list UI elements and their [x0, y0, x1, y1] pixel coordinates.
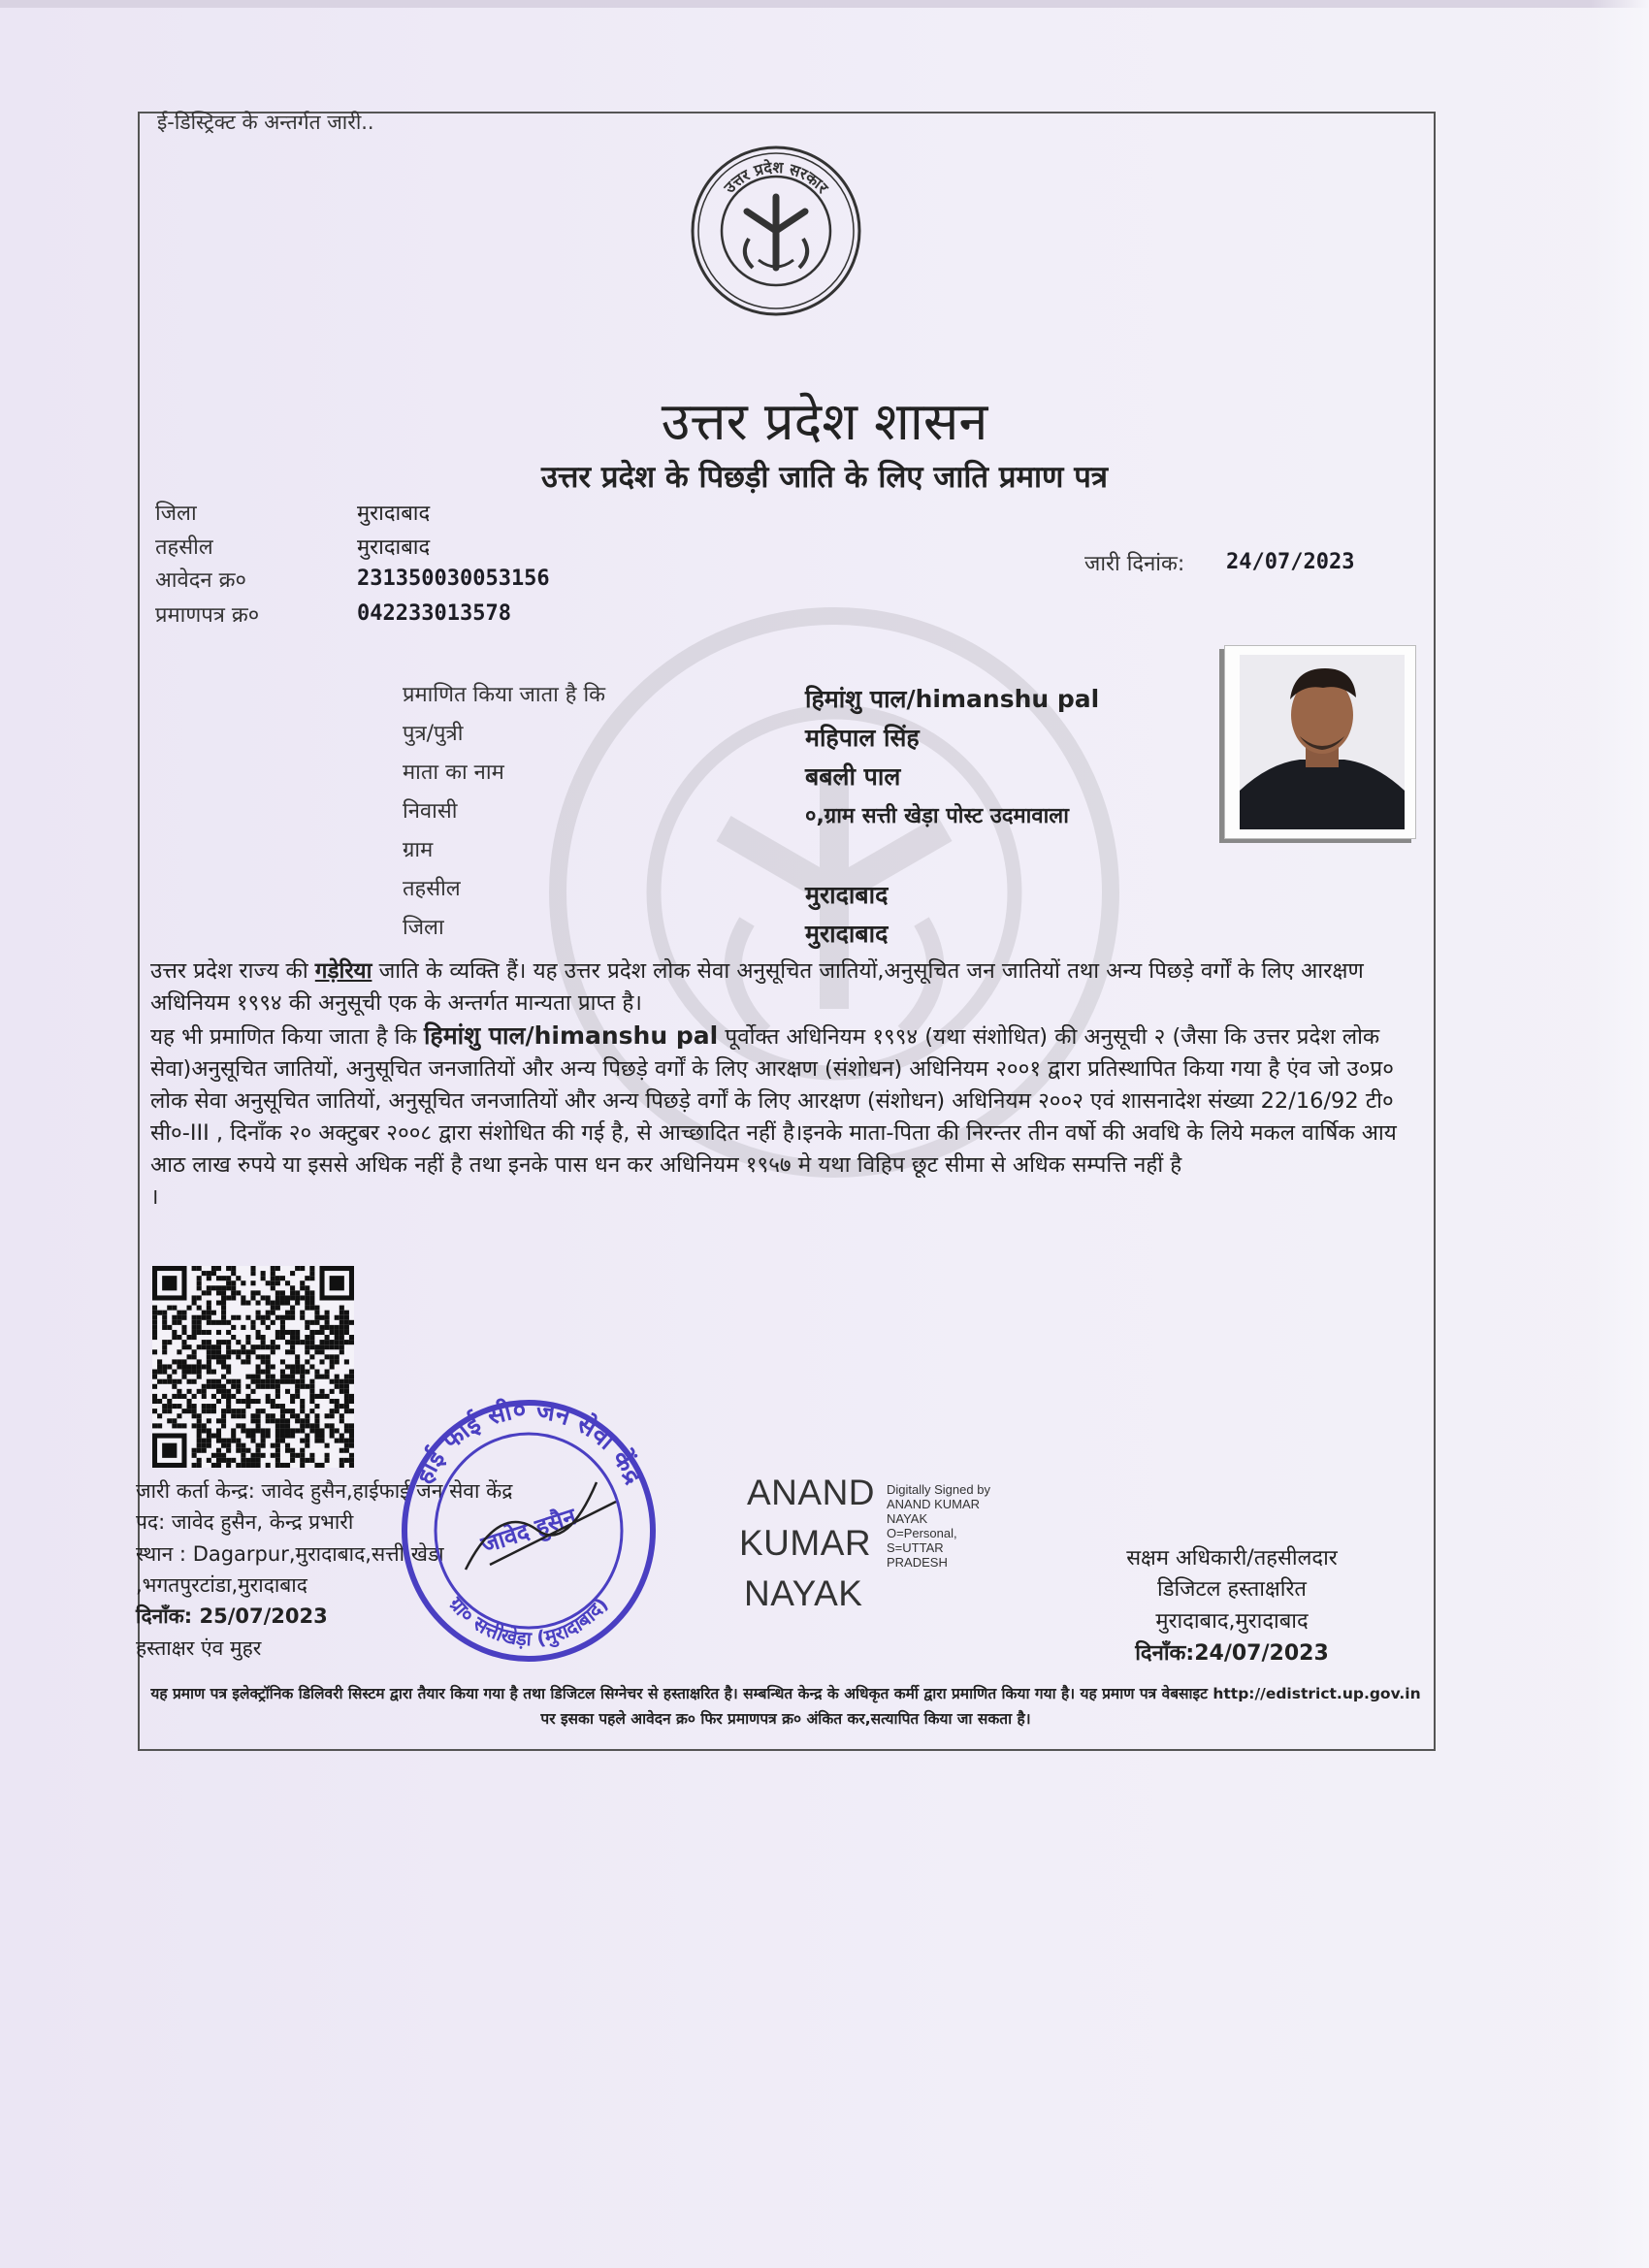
- application-no-label: आवेदन क्र०: [155, 568, 246, 593]
- authority-date: दिनाँक:24/07/2023: [1135, 1641, 1329, 1666]
- center-rubber-stamp: [373, 1385, 684, 1676]
- authority-title: सक्षम अधिकारी/तहसीलदार: [1126, 1546, 1338, 1571]
- up-government-emblem: [689, 144, 863, 318]
- stamp-center-text: जावेद हुसैन: [477, 1503, 580, 1559]
- dsig-line: S=UTTAR: [887, 1540, 944, 1555]
- income-text-start: यह भी प्रमाणित किया जाता है कि: [150, 1024, 424, 1050]
- digital-signer-name-2: KUMAR: [739, 1523, 872, 1563]
- residence: ०,ग्राम सत्ती खेड़ा पोस्ट उदमावाला: [805, 804, 1069, 828]
- digital-signer-name-3: NAYAK: [744, 1573, 863, 1613]
- emblem-arc-text: उत्तर प्रदेश सरकार: [720, 157, 832, 197]
- scan-right-edge: [1591, 0, 1649, 2268]
- svg-text:हाई फाई सी० जन सेवा केंद्र: [408, 1396, 649, 1490]
- issuer-place: स्थान : Dagarpur,मुरादाबाद,सत्ती खेडा: [136, 1542, 444, 1566]
- digital-signer-name-1: ANAND: [747, 1473, 876, 1512]
- caste-name: गड़ेरिया: [314, 958, 372, 984]
- paragraph-end-mark: ।: [150, 1184, 159, 1210]
- caste-text-start: उत्तर प्रदेश राज्य की: [150, 958, 315, 984]
- issuer-designation: पद: जावेद हुसैन, केन्द्र प्रभारी: [136, 1510, 354, 1534]
- village-label: ग्राम: [403, 838, 434, 862]
- dsig-line: ANAND KUMAR: [887, 1497, 981, 1511]
- certificate-title: उत्तर प्रदेश के पिछड़ी जाति के लिए जाति प्रमाण पत्र: [541, 460, 1108, 495]
- stamp-bottom-text: ग्रा० सत्तीखेड़ा (मुरादाबाद): [444, 1592, 613, 1651]
- resident-label: निवासी: [403, 799, 458, 824]
- person-tehsil: मुरादाबाद: [805, 881, 889, 909]
- certify-label: प्रमाणित किया जाता है कि: [403, 683, 606, 707]
- authority-place: मुरादाबाद,मुरादाबाद: [1155, 1609, 1309, 1634]
- dsig-line: O=Personal,: [887, 1526, 957, 1540]
- issue-date-label: जारी दिनांक:: [1084, 552, 1185, 576]
- person-name: हिमांशु पाल/himanshu pal: [805, 685, 1100, 713]
- issuer-date: दिनाँक: 25/07/2023: [136, 1604, 328, 1628]
- authority-digitally-signed: डिजिटल हस्ताक्षरित: [1157, 1577, 1307, 1602]
- tehsil-value: मुरादाबाद: [357, 535, 431, 560]
- dsig-line: PRADESH: [887, 1555, 948, 1570]
- application-no: 231350030053156: [357, 567, 550, 591]
- issue-date: 24/07/2023: [1226, 550, 1355, 574]
- dsig-line: Digitally Signed by: [887, 1482, 990, 1497]
- mother-name: बबली पाल: [805, 762, 901, 791]
- person-district-label: जिला: [403, 916, 444, 940]
- verification-footnote: यह प्रमाण पत्र इलेक्ट्रॉनिक डिलिवरी सिस्टम द्वारा तैयार किया गया है तथा डिजिटल सिग्नेचर से हस्ताक्षरित है। सम्बन्धित केन्द्र के अधिकृत कर्मी द्वारा प्रमाणित किया गया है। यह प्रमाण पत्र वेबसाइट http://edistrict.up.gov.in पर इसका पहले आवेदन क्र० फिर प्रमाणपत्र क्र० अंकित कर,सत्यापित किया जा सकता है।: [150, 1685, 1421, 1728]
- issued-under-note: ई-डिस्ट्रिक्ट के अन्तर्गत जारी..: [157, 111, 374, 134]
- person-district: मुरादाबाद: [805, 920, 889, 948]
- body-person-name: हिमांशु पाल/himanshu pal: [423, 1021, 719, 1050]
- digital-signature-details: [887, 1482, 990, 1570]
- father-name: महिपाल सिंह: [805, 724, 920, 752]
- income-text-end: पूर्वोक्त अधिनियम १९९४ (यथा संशोधित) की अनुसूची २ (जैसा कि उत्तर प्रदेश लोक सेवा)अनुसूचित जातियों, अनुसूचित जनजातियों और अन्य पिछड़े वर्गों के लिए आरक्षण (संशोधन) अधिनियम २००१ द्वारा प्रतिस्थापित किया गया है एंव जो उ०प्र० लोक सेवा अनुसूचित जातियों, अनुसूचित जनजातियों और अन्य पिछड़े वर्गों के लिए आरक्षण (संशोधन) अधिनियम २००२ एवं शासनादेश संख्या 22/16/92 टी० सी०-III , दिनाँक २० अक्टुबर २००८ द्वारा संशोधित की गई है, से आच्छादित नहीं है।इनके माता-पिता की निरन्तर तीन वर्षो की अवधि के लिये मकल वार्षिक आय आठ लाख रुपये या इससे अधिक नहीं है तथा इनके पास धन कर अधिनियम १९५७ मे यथा विहिप छूट सीमा से अधिक सम्पत्ति नहीं है: [150, 1024, 1397, 1178]
- issuing-center: जारी कर्ता केन्द्र: जावेद हुसैन,हाईफाई जन सेवा केंद्र: [136, 1479, 513, 1503]
- tehsil-label: तहसील: [155, 535, 213, 560]
- sign-and-seal-label: हस्ताक्षर एंव मुहर: [136, 1636, 262, 1660]
- stamp-top-text: हाई फाई सी० जन सेवा केंद्र: [408, 1395, 649, 1489]
- applicant-photo: [1240, 655, 1405, 829]
- certificate-no: 042233013578: [357, 601, 511, 626]
- person-tehsil-label: तहसील: [403, 877, 461, 901]
- caste-paragraph: [150, 956, 1411, 1020]
- verification-qr-code[interactable]: [152, 1266, 354, 1468]
- issuer-place-2: ,भगतपुरटांडा,मुरादाबाद: [136, 1573, 307, 1597]
- dsig-line: NAYAK: [887, 1511, 928, 1526]
- district-label: जिला: [155, 502, 197, 526]
- district-value: मुरादाबाद: [357, 502, 431, 526]
- certificate-no-label: प्रमाणपत्र क्र०: [155, 603, 260, 628]
- government-title: उत्तर प्रदेश शासन: [661, 391, 988, 452]
- certificate-body: [150, 956, 1411, 1214]
- caste-text-end: जाति के व्यक्ति हैं। यह उत्तर प्रदेश लोक सेवा अनुसूचित जातियों,अनुसूचित जन जातियों तथा अन्य पिछड़े वर्गों के लिए आरक्षण अधिनियम १९९४ की अनुसूची एक के अन्तर्गत मान्यता प्राप्त है।: [150, 958, 1364, 1016]
- child-of-label: पुत्र/पुत्री: [403, 722, 464, 746]
- income-paragraph: [150, 1020, 1411, 1182]
- mother-label: माता का नाम: [403, 761, 504, 785]
- scan-top-edge: [0, 0, 1649, 8]
